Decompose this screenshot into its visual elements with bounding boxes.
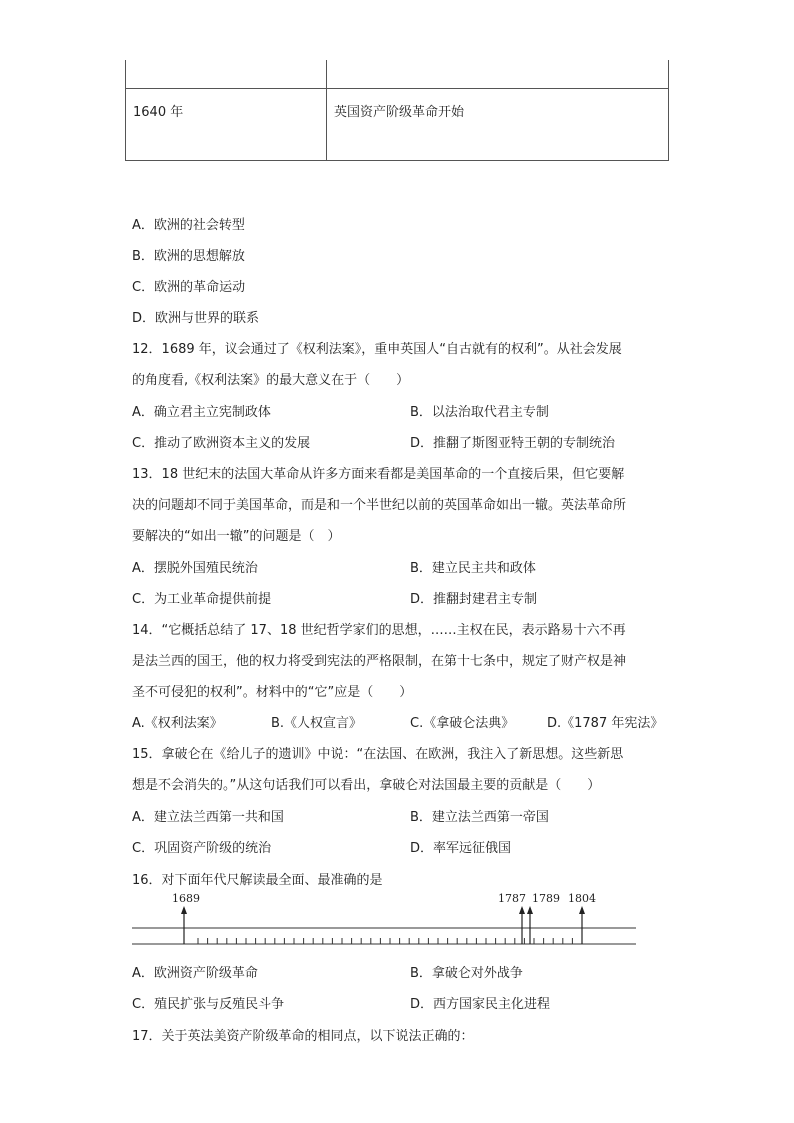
q13-option-c: C．为工业革命提供前提 [132,592,272,607]
q14-option-a: A.《权利法案》 [132,716,223,731]
table-cell-event [327,60,669,89]
q17-stem: 17．关于英法美资产阶级革命的相同点，以下说法正确的： [132,1029,474,1044]
q13-option-d: D．推翻封建君主专制 [410,592,538,607]
table-row [126,60,669,89]
timeline-label-1787: 1787 [498,892,526,905]
q15-stem-line2: 想是不会消失的。”从这句话我们可以看出，拿破仑对法国最主要的贡献是（ ） [132,778,601,793]
q11-option-c: C．欧洲的革命运动 [132,280,246,295]
q11-option-a: A．欧洲的社会转型 [132,218,245,233]
q12-option-d: D．推翻了斯图亚特王朝的专制统治 [410,436,616,451]
q12-stem-line2: 的角度看,《权利法案》的最大意义在于（ ） [132,373,410,388]
arrow-up-icon [519,906,525,914]
q12-option-a: A．确立君主立宪制政体 [132,405,271,420]
q13-stem-line2: 决的问题却不同于美国革命，而是和一个半世纪以前的英国革命如出一辙。英法革命所 [132,498,627,513]
q14-option-c: C.《拿破仑法典》 [410,716,515,731]
table-cell-year: 1640 年 [126,89,327,161]
q13-stem-line3: 要解决的“如出一辙”的问题是（ ） [132,529,341,544]
q14-stem-line2: 是法兰西的国王，他的权力将受到宪法的严格限制，在第十七条中，规定了财产权是神 [132,654,627,669]
q12-stem-line1: 12．1689 年，议会通过了《权利法案》，重申英国人“自古就有的权利”。从社会发展 [132,342,622,357]
arrow-up-icon [181,906,187,914]
timeline-label-1789: 1789 [532,892,560,905]
table-cell-event: 英国资产阶级革命开始 [327,89,669,161]
timeline-label-1689: 1689 [172,892,200,905]
q11-option-b: B．欧洲的思想解放 [132,249,245,264]
q13-option-b: B．建立民主共和政体 [410,561,536,576]
q15-option-c: C．巩固资产阶级的统治 [132,841,272,856]
q15-option-a: A．建立法兰西第一共和国 [132,810,284,825]
q16-option-c: C．殖民扩张与反殖民斗争 [132,997,285,1012]
table-cell-year [126,60,327,89]
timeline-label-1804: 1804 [568,892,596,905]
q14-stem-line1: 14．“它概括总结了 17、18 世纪哲学家们的思想，……主权在民，表示路易十六不再 [132,623,626,638]
q12-option-b: B．以法治取代君主专制 [410,405,549,420]
table-row [126,89,669,161]
q15-stem-line1: 15．拿破仑在《给儿子的遗训》中说：“在法国、在欧洲，我注入了新思想。这些新思 [132,747,624,762]
timeline-ruler [132,888,636,950]
q15-option-b: B．建立法兰西第一帝国 [410,810,549,825]
q11-option-d: D．欧洲与世界的联系 [132,311,260,326]
q14-option-d: D.《1787 年宪法》 [547,716,664,731]
q16-option-a: A．欧洲资产阶级革命 [132,966,258,981]
q15-option-d: D．率军远征俄国 [410,841,512,856]
q14-option-b: B.《人权宣言》 [271,716,363,731]
q13-option-a: A．摆脱外国殖民统治 [132,561,258,576]
arrow-up-icon [527,906,533,914]
q14-stem-line3: 圣不可侵犯的权利”。材料中的“它”应是（ ） [132,685,413,700]
history-table [125,60,669,174]
timeline-svg [132,888,636,950]
q16-option-b: B．拿破仑对外战争 [410,966,523,981]
arrow-up-icon [579,906,585,914]
q16-option-d: D．西方国家民主化进程 [410,997,551,1012]
q12-option-c: C．推动了欧洲资本主义的发展 [132,436,311,451]
q16-stem: 16．对下面年代尺解读最全面、最准确的是 [132,873,383,888]
q13-stem-line1: 13．18 世纪末的法国大革命从许多方面来看都是美国革命的一个直接后果，但它要解 [132,467,625,482]
